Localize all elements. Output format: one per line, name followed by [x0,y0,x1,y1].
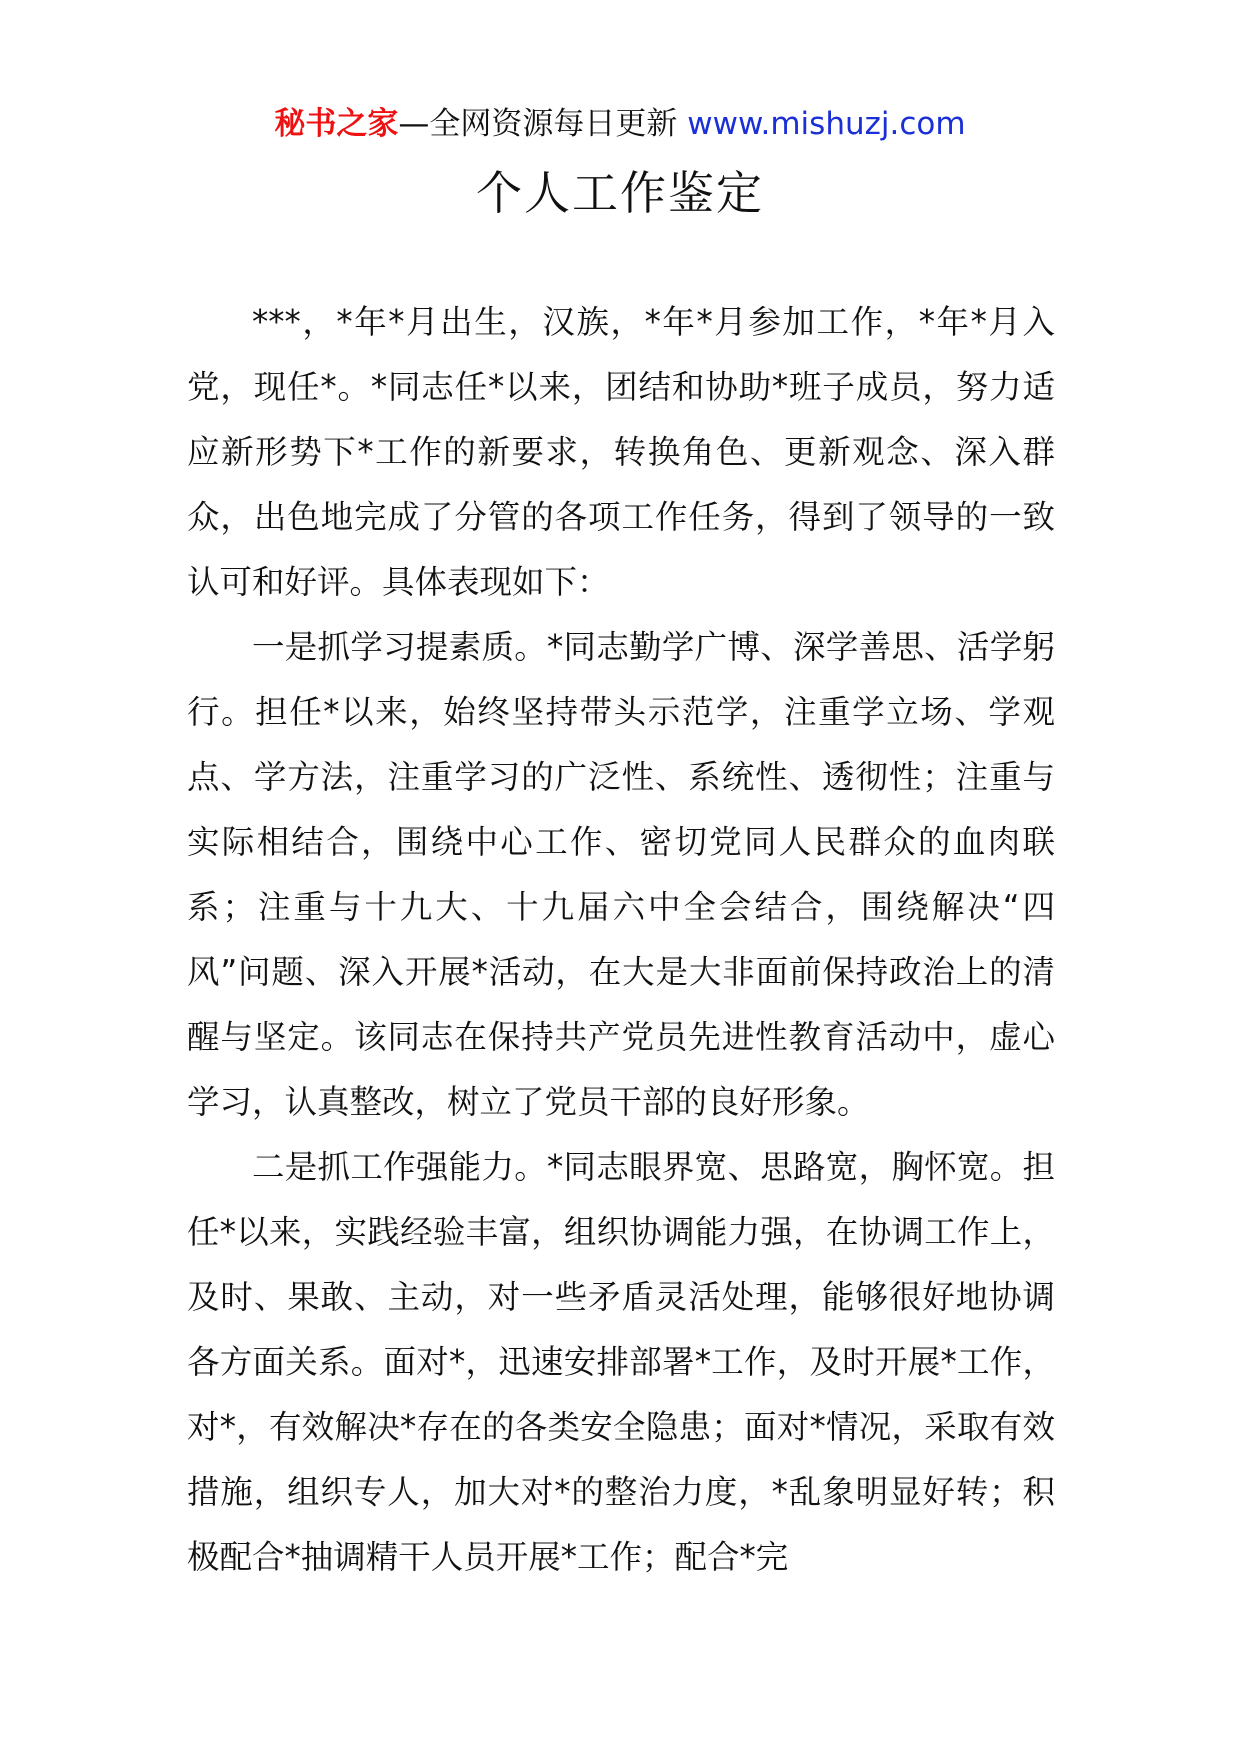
banner-tagline: —全网资源每日更新 [398,106,688,142]
document-body [187,290,1055,1590]
site-banner [0,100,1240,148]
site-url-link[interactable]: www.mishuzj.com [687,106,966,142]
document-title: 个人工作鉴定 [476,166,764,220]
intro-paragraph: ***，*年*月出生，汉族，*年*月参加工作，*年*月入党，现任*。*同志任*以来，团结和协助*班子成员，努力适应新形势下*工作的新要求，转换角色、更新观念、深入群众，出色地完成了分管的各项工作任务，得到了领导的一致认可和好评。具体表现如下： [187,303,1055,601]
brand-name: 秘书之家 [274,106,399,142]
work-paragraph: 二是抓工作强能力。*同志眼界宽、思路宽，胸怀宽。担任*以来，实践经验丰富，组织协调能力强，在协调工作上，及时、果敢、主动，对一些矛盾灵活处理，能够很好地协调各方面关系。面对*，迅速安排部署*工作，及时开展*工作，对*，有效解决*存在的各类安全隐患；面对*情况，采取有效措施，组织专人，加大对*的整治力度，*乱象明显好转；积极配合*抽调精干人员开展*工作；配合*完 [187,1148,1055,1576]
study-paragraph: 一是抓学习提素质。*同志勤学广博、深学善思、活学躬行。担任*以来，始终坚持带头示范学，注重学立场、学观点、学方法，注重学习的广泛性、系统性、透彻性；注重与实际相结合，围绕中心工作、密切党同人民群众的血肉联系；注重与十九大、十九届六中全会结合，围绕解决“四风”问题、深入开展*活动，在大是大非面前保持政治上的清醒与坚定。该同志在保持共产党员先进性教育活动中，虚心学习，认真整改，树立了党员干部的良好形象。 [187,628,1055,1121]
